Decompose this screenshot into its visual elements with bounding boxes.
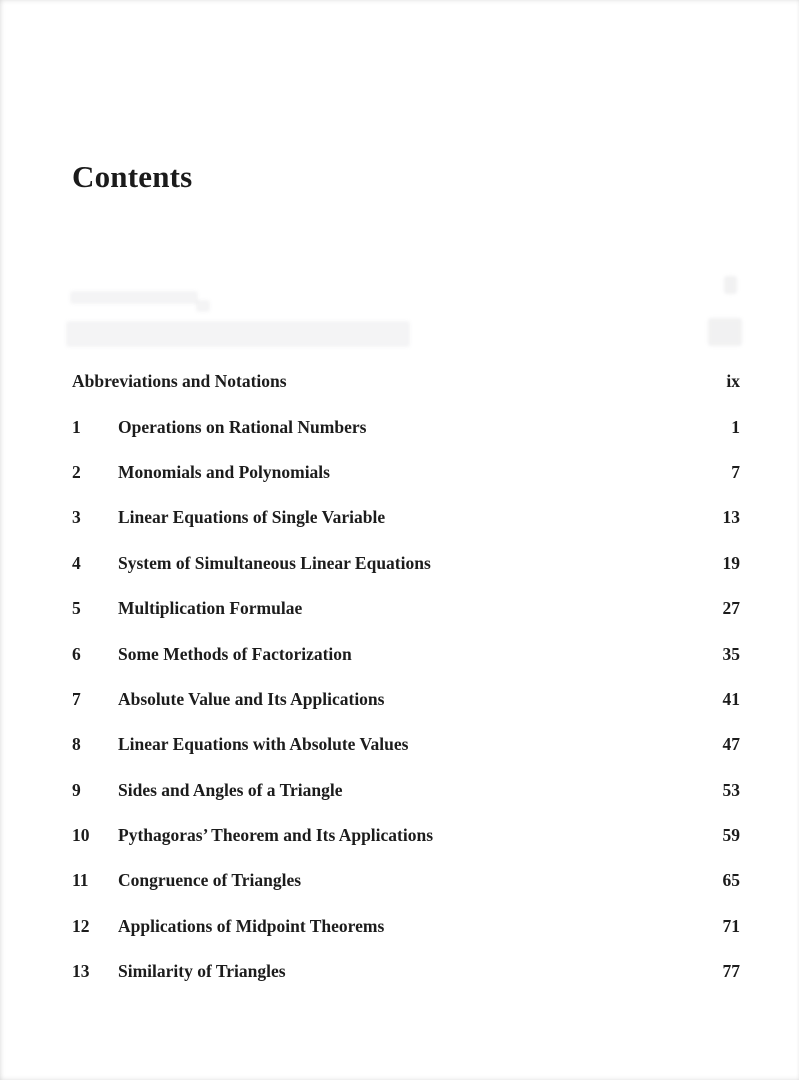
chapter-number: 13: [72, 961, 90, 982]
toc-entry: [72, 404, 740, 449]
chapter-number: 10: [72, 825, 90, 846]
toc-entry: [72, 949, 740, 994]
chapter-page-number: 65: [722, 870, 740, 891]
chapter-number: 8: [72, 734, 81, 755]
chapter-page-number: 71: [722, 915, 740, 936]
chapter-number: 9: [72, 779, 81, 800]
chapter-title: Linear Equations of Single Variable: [118, 507, 386, 528]
chapter-title: Abbreviations and Notations: [72, 371, 287, 392]
chapter-page-number: 47: [722, 734, 740, 755]
chapter-page-number: 7: [731, 461, 740, 482]
toc-entry: [72, 631, 740, 676]
toc-entry: [72, 541, 740, 586]
chapter-number: 7: [72, 688, 81, 709]
toc-entry: [72, 586, 740, 631]
chapter-title: Multiplication Formulae: [118, 598, 303, 619]
faded-ghost-page-number: [708, 318, 742, 346]
chapter-title: Monomials and Polynomials: [118, 461, 330, 482]
toc-entry: [72, 858, 740, 903]
chapter-title: Some Methods of Factorization: [118, 643, 352, 664]
faded-ghost-text: [66, 321, 410, 347]
chapter-page-number: 1: [731, 416, 740, 437]
chapter-page-number: 27: [722, 598, 740, 619]
faded-ghost-text: [196, 300, 210, 312]
toc-entry: [72, 722, 740, 767]
toc-entry: [72, 813, 740, 858]
chapter-title: Pythagoras’ Theorem and Its Applications: [118, 825, 434, 846]
chapter-page-number: 19: [722, 552, 740, 573]
toc-entry: [72, 904, 740, 949]
chapter-page-number: 13: [722, 507, 740, 528]
chapter-page-number: 41: [722, 688, 740, 709]
chapter-title: Linear Equations with Absolute Values: [118, 734, 409, 755]
chapter-title: Congruence of Triangles: [118, 870, 302, 891]
chapter-number: 11: [72, 870, 89, 891]
toc-entry: [72, 677, 740, 722]
chapter-title: Applications of Midpoint Theorems: [118, 915, 385, 936]
chapter-title: Sides and Angles of a Triangle: [118, 779, 343, 800]
page-title: Contents: [72, 158, 193, 194]
chapter-number: 3: [72, 507, 81, 528]
toc-entry: [72, 768, 740, 813]
chapter-title: Operations on Rational Numbers: [118, 416, 367, 437]
chapter-title: System of Simultaneous Linear Equations: [118, 552, 431, 573]
chapter-page-number: 77: [722, 961, 740, 982]
chapter-number: 4: [72, 552, 81, 573]
faded-ghost-text: [70, 291, 198, 304]
toc-entry: [72, 495, 740, 540]
toc-entry: [72, 450, 740, 495]
chapter-title: Absolute Value and Its Applications: [118, 688, 385, 709]
chapter-page-number: 53: [722, 779, 740, 800]
chapter-page-number: 35: [722, 643, 740, 664]
chapter-page-number: ix: [726, 371, 740, 392]
table-of-contents: [72, 359, 740, 994]
faded-ghost-page-number: [724, 276, 737, 294]
chapter-number: 6: [72, 643, 81, 664]
chapter-number: 2: [72, 461, 81, 482]
chapter-number: 12: [72, 915, 90, 936]
toc-entry: [72, 359, 740, 404]
chapter-number: 5: [72, 598, 81, 619]
chapter-number: 1: [72, 416, 81, 437]
chapter-title: Similarity of Triangles: [118, 961, 286, 982]
chapter-page-number: 59: [722, 825, 740, 846]
